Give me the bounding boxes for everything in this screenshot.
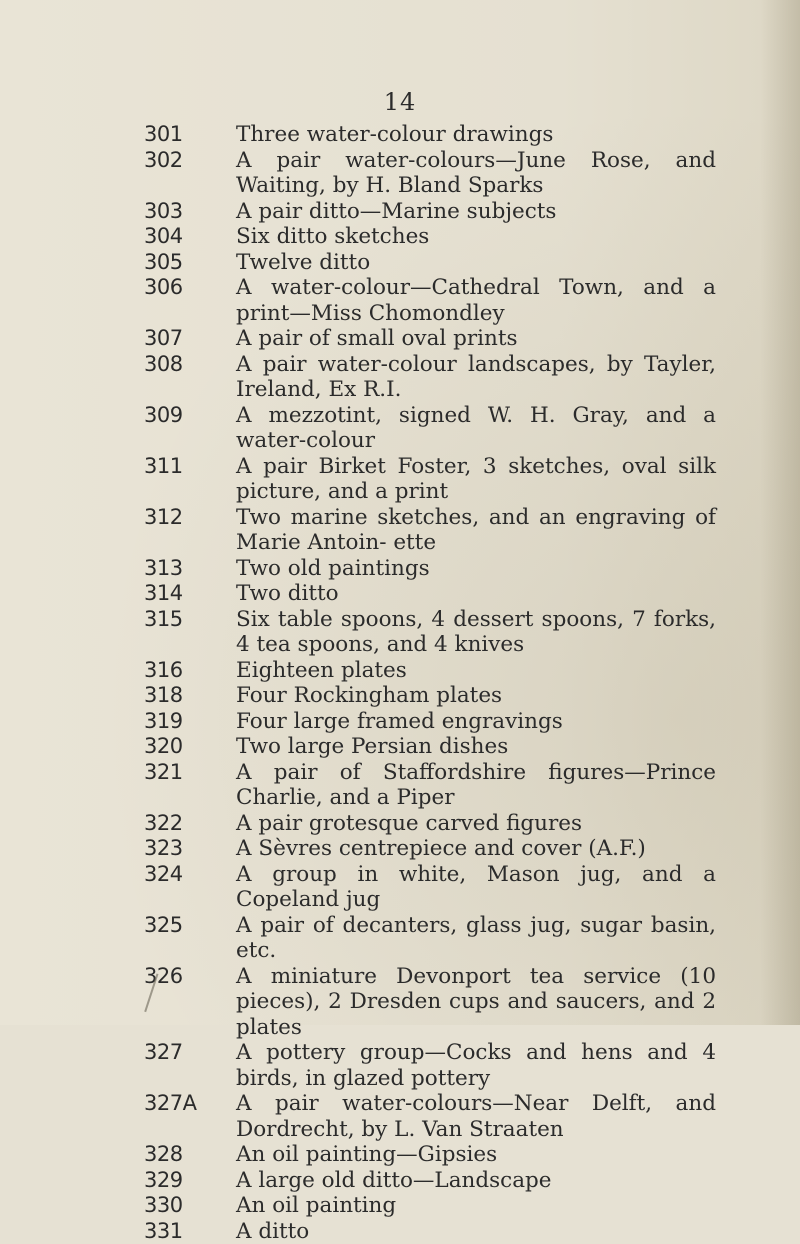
- lot-description: Six ditto sketches: [236, 224, 716, 250]
- lot-number: 303: [0, 199, 236, 225]
- lot-number: 302: [0, 148, 236, 174]
- lot-description: Two large Persian dishes: [236, 734, 716, 760]
- lot-description: A large old ditto—Landscape: [236, 1168, 716, 1194]
- lot-description-text: A pair water-colours—June Rose, and Waiting, by H. Bland Sparks: [236, 148, 716, 199]
- lot-entry: [0, 581, 800, 607]
- lot-number: 309: [0, 403, 236, 429]
- lot-number: 318: [0, 683, 236, 709]
- lot-description: A pair ditto—Marine subjects: [236, 199, 716, 225]
- lot-description: A pair of decanters, glass jug, sugar basin, etc.: [236, 913, 716, 964]
- lot-number: 328: [0, 1142, 236, 1168]
- lot-description: A water-colour—Cathedral Town, and a print—Miss Chomondley: [236, 275, 716, 326]
- lot-description: A pair of small oval prints: [236, 326, 716, 352]
- lot-number: 314: [0, 581, 236, 607]
- lot-entry: [0, 913, 800, 964]
- lot-description: A pair grotesque carved figures: [236, 811, 716, 837]
- lot-number: 316: [0, 658, 236, 684]
- lot-entry: [0, 1142, 800, 1168]
- lot-entry: [0, 964, 800, 1041]
- lot-number: 331: [0, 1219, 236, 1244]
- lot-entry: [0, 1091, 800, 1142]
- lot-entry: [0, 352, 800, 403]
- lot-description: An oil painting: [236, 1193, 716, 1219]
- lot-description: Four Rockingham plates: [236, 683, 716, 709]
- page-number: 14: [384, 88, 417, 116]
- lot-entry: [0, 148, 800, 199]
- lot-description: A group in white, Mason jug, and a Copeland jug: [236, 862, 716, 913]
- lot-description: A mezzotint, signed W. H. Gray, and a water-colour: [236, 403, 716, 454]
- lot-description: [236, 148, 716, 199]
- lot-number: 307: [0, 326, 236, 352]
- lot-number: 323: [0, 836, 236, 862]
- lot-number: 306: [0, 275, 236, 301]
- lot-description: A Sèvres centrepiece and cover (A.F.): [236, 836, 716, 862]
- lot-number: 327A: [0, 1091, 236, 1117]
- lot-number: 325: [0, 913, 236, 939]
- lot-number: 320: [0, 734, 236, 760]
- lot-entry: [0, 250, 800, 276]
- lot-entry: [0, 556, 800, 582]
- lot-description: Four large framed engravings: [236, 709, 716, 735]
- lot-description: Twelve ditto: [236, 250, 716, 276]
- lot-number: 322: [0, 811, 236, 837]
- lot-description: A miniature Devonport tea service (10 pieces), 2 Dresden cups and saucers, and 2 plates: [236, 964, 716, 1041]
- lot-entry: [0, 1040, 800, 1091]
- lot-description: Eighteen plates: [236, 658, 716, 684]
- lot-description: Two marine sketches, and an engraving of Marie Antoin- ette: [236, 505, 716, 556]
- lot-entry: [0, 658, 800, 684]
- lot-number: 301: [0, 122, 236, 148]
- lot-number: 304: [0, 224, 236, 250]
- lot-number: 312: [0, 505, 236, 531]
- lot-entry: [0, 403, 800, 454]
- lot-number: 313: [0, 556, 236, 582]
- lot-entry: [0, 224, 800, 250]
- lot-number: 329: [0, 1168, 236, 1194]
- lot-description: Six table spoons, 4 dessert spoons, 7 forks, 4 tea spoons, and 4 knives: [236, 607, 716, 658]
- lot-entry: [0, 607, 800, 658]
- lot-number: 305: [0, 250, 236, 276]
- lot-description: Three water-colour drawings: [236, 122, 716, 148]
- lot-entry: [0, 811, 800, 837]
- lot-entry: [0, 683, 800, 709]
- lot-number: 319: [0, 709, 236, 735]
- lot-entry: [0, 836, 800, 862]
- lot-entry: [0, 275, 800, 326]
- lot-entry: [0, 122, 800, 148]
- lot-entry: [0, 326, 800, 352]
- lot-entry: [0, 709, 800, 735]
- lot-number: 315: [0, 607, 236, 633]
- lot-description: A ditto: [236, 1219, 716, 1244]
- lot-number: 308: [0, 352, 236, 378]
- lot-number: 311: [0, 454, 236, 480]
- lot-entry: [0, 1219, 800, 1244]
- lot-entry: [0, 199, 800, 225]
- lot-description: Two old paintings: [236, 556, 716, 582]
- lot-number: 324: [0, 862, 236, 888]
- lot-entry: [0, 734, 800, 760]
- lot-description: An oil painting—Gipsies: [236, 1142, 716, 1168]
- lot-description: A pottery group—Cocks and hens and 4 birds, in glazed pottery: [236, 1040, 716, 1091]
- lot-number: 330: [0, 1193, 236, 1219]
- lot-entry: [0, 760, 800, 811]
- lot-description: Two ditto: [236, 581, 716, 607]
- lot-entry: [0, 1193, 800, 1219]
- lot-entry: [0, 1168, 800, 1194]
- lot-list: [0, 122, 800, 1244]
- lot-number: 327: [0, 1040, 236, 1066]
- lot-number: 326: [0, 964, 236, 990]
- lot-entry: [0, 454, 800, 505]
- lot-number: 321: [0, 760, 236, 786]
- lot-description: A pair water-colour landscapes, by Tayler, Ireland, Ex R.I.: [236, 352, 716, 403]
- lot-description: A pair of Staffordshire figures—Prince Charlie, and a Piper: [236, 760, 716, 811]
- lot-entry: [0, 505, 800, 556]
- lot-description: A pair Birket Foster, 3 sketches, oval silk picture, and a print: [236, 454, 716, 505]
- lot-entry: [0, 862, 800, 913]
- lot-description: A pair water-colours—Near Delft, and Dordrecht, by L. Van Straaten: [236, 1091, 716, 1142]
